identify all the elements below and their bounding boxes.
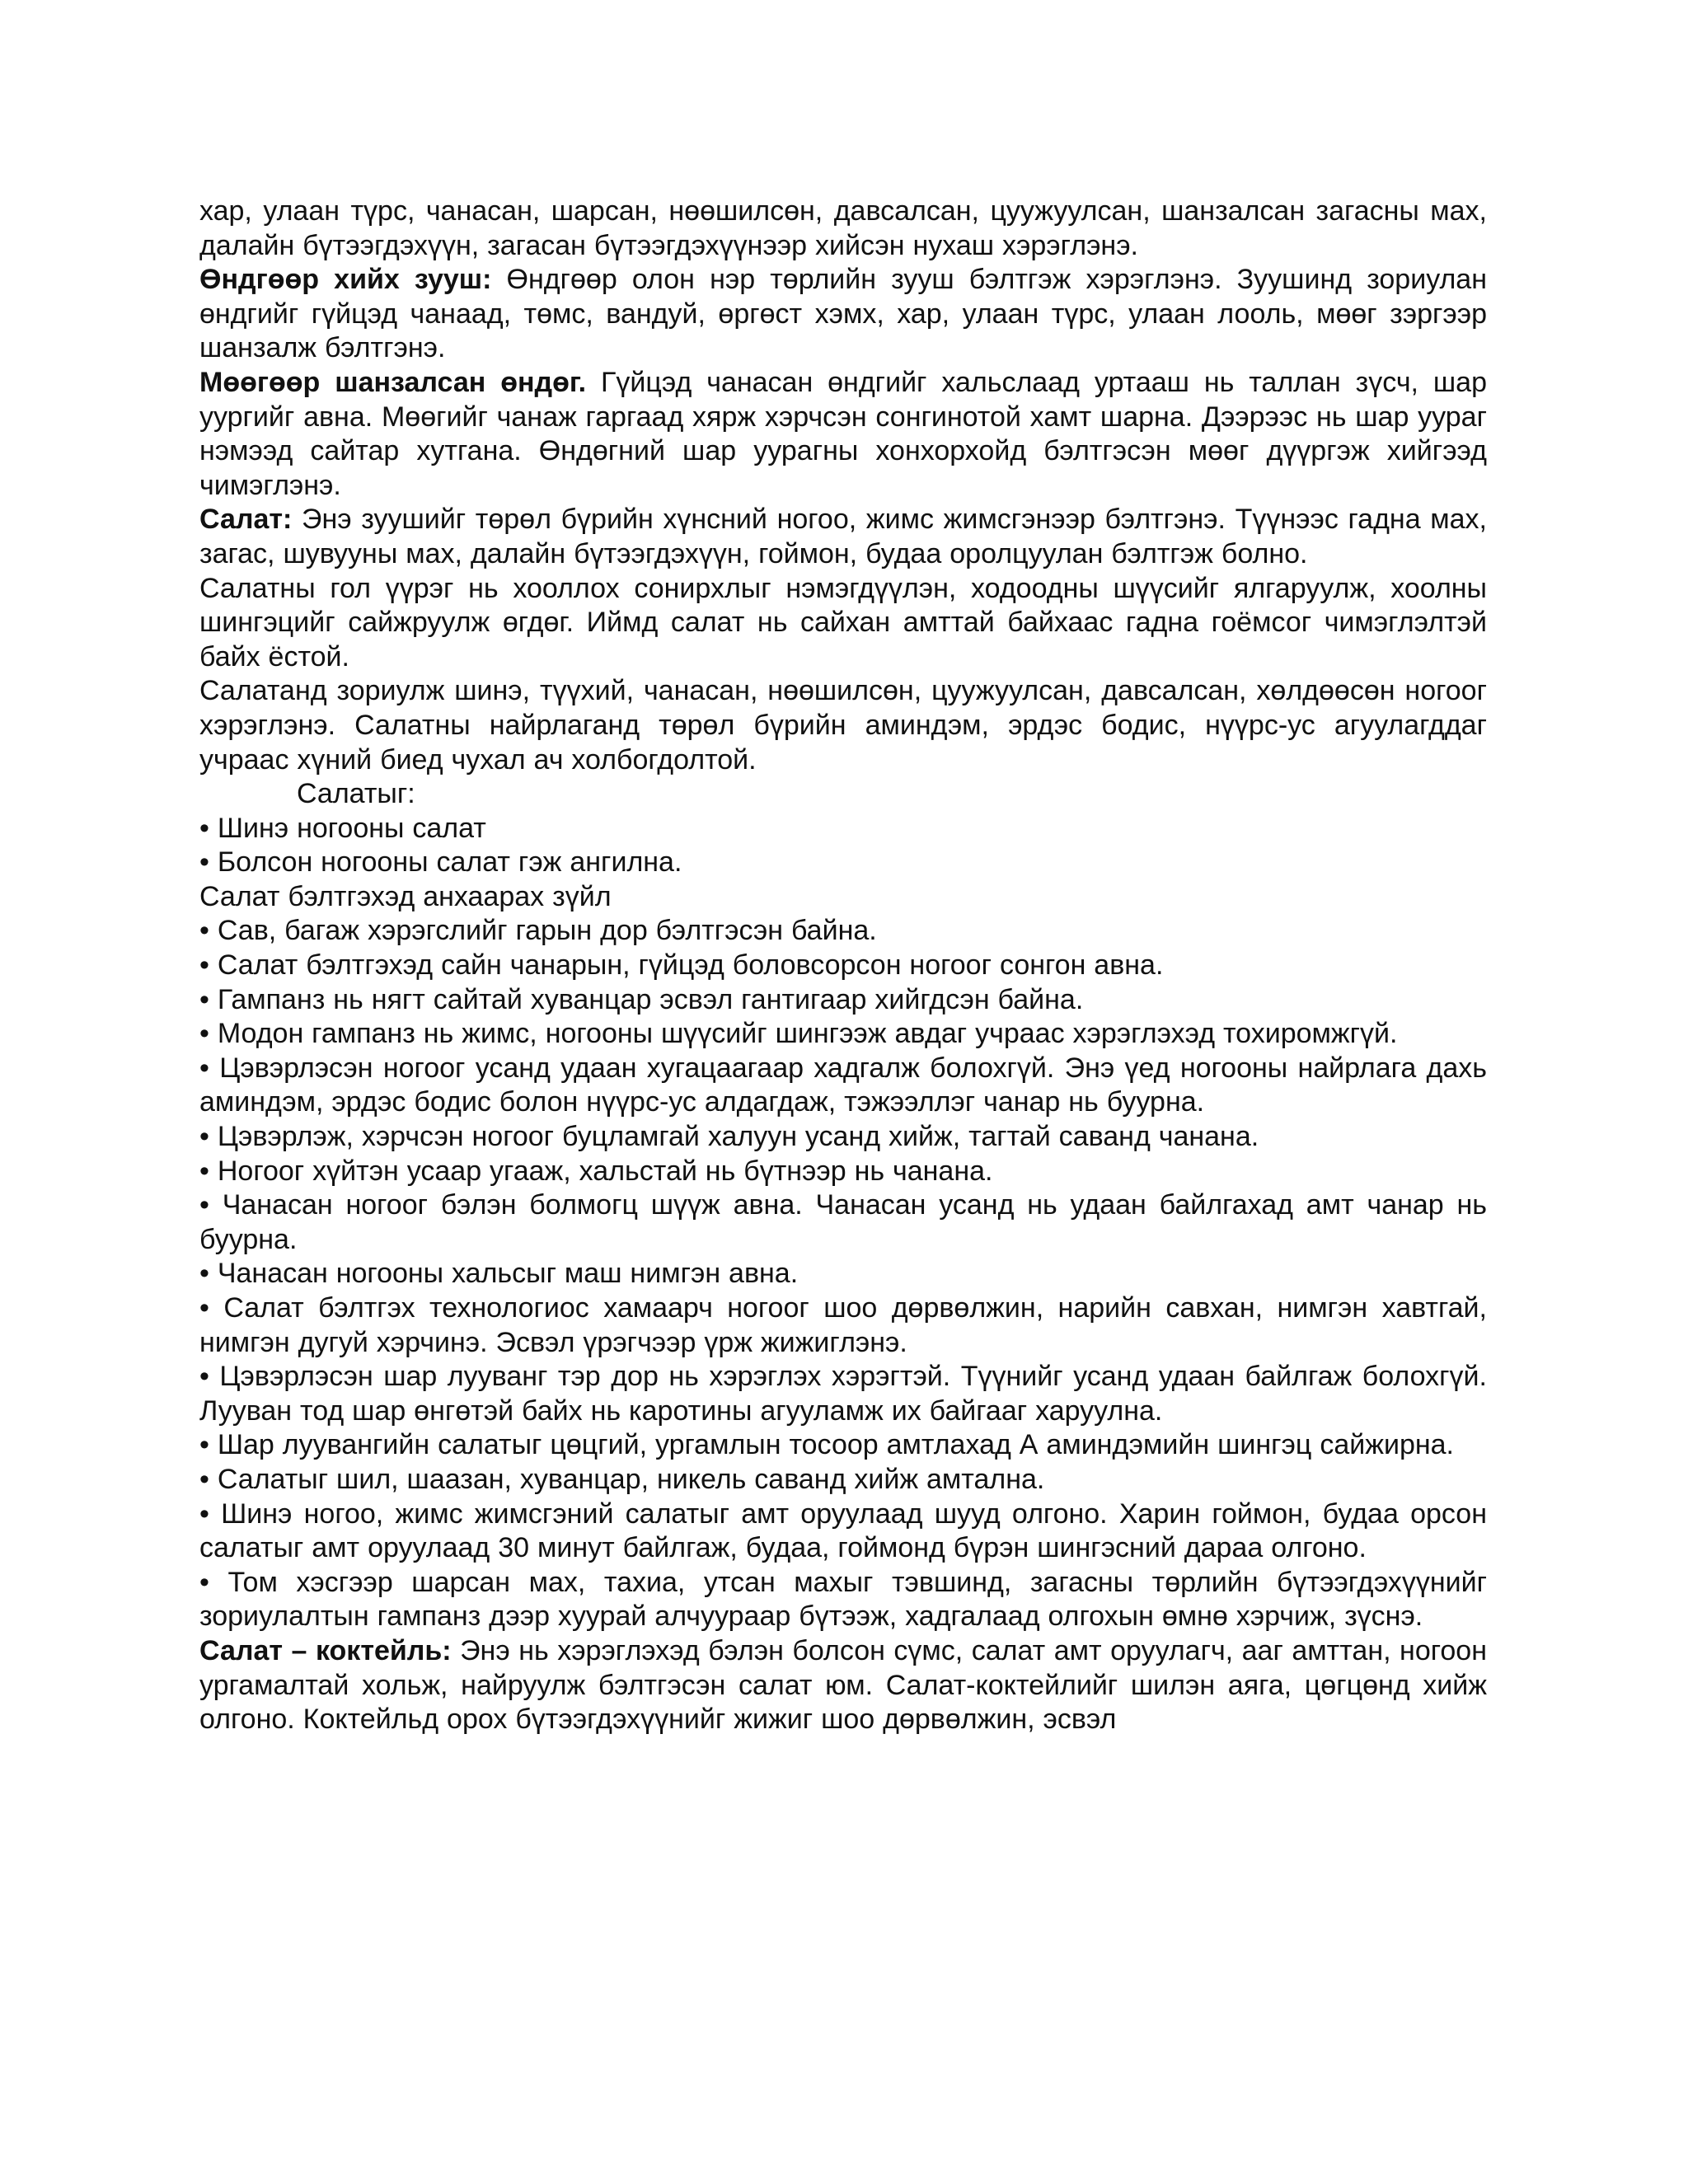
paragraph-text: Өндгөөр олон нэр төрлийн зууш бэлтгэж хэрэглэнэ. Зуушинд зориулан өндгийг гүйцэд чанаад, төмс, вандуй, өргөст хэмх, хар, улаан түрс, улаан лооль, мөөг зэргээр шанзалж бэлтгэнэ. — [199, 264, 1487, 364]
paragraph-heading: Өндгөөр хийх зууш: — [199, 264, 492, 296]
paragraph-text: Салатны гол үүрэг нь хооллох сонирхлыг нэмэгдүүлэн, ходоодны шүүсийг ялгаруулж, хоолны шингэцийг сайжруулж өгдөг. Иймд салат нь сайхан амттай байхаас гадна гоёмсог чимэглэлтэй байх ёстой. — [199, 572, 1487, 673]
paragraph-heading: Мөөгөөр шанзалсан өндөг. — [199, 366, 587, 398]
list-item — [199, 1257, 1487, 1291]
list-item-text: • Модон гампанз нь жимс, ногооны шүүсийг шингээж авдаг учраас хэрэглэхэд тохиромжгүй. — [199, 1018, 1398, 1050]
list-item-text: • Шинэ ногооны салат — [199, 812, 486, 844]
list-item — [199, 949, 1487, 983]
list-item — [199, 1497, 1487, 1566]
list-item-text: • Салатыг шил, шаазан, хуванцар, никель саванд хийж амтална. — [199, 1463, 1045, 1495]
list-item — [199, 1017, 1487, 1052]
list-item-text: • Цэвэрлэсэн ногоог усанд удаан хугацаагаар хадгалж болохгүй. Энэ үед ногооны найрлага дахь аминдэм, эрдэс бодис болон нүүрс-ус алдагдаж, тэжээллэг чанар нь буурна. — [199, 1052, 1487, 1118]
list-item-text: • Цэвэрлэсэн шар лууванг тэр дор нь хэрэглэх хэрэгтэй. Түүнийг усанд удаан байлгаж болохгүй. Лууван тод шар өнгөтэй байх нь каротины агууламж их байгааг харуулна. — [199, 1361, 1487, 1427]
list-item — [199, 1188, 1487, 1257]
list-item-text: • Шинэ ногоо, жимс жимсгэний салатыг амт оруулаад шууд олгоно. Харин гоймон, будаа орсон салатыг амт оруулаад 30 минут байлгаж, будаа, гоймонд бүрэн шингэсний дараа олгоно. — [199, 1497, 1487, 1564]
document-page — [199, 194, 1487, 1737]
list-item — [199, 1566, 1487, 1634]
paragraph-salad-cocktail — [199, 1634, 1487, 1737]
paragraph-salad-ingredients — [199, 674, 1487, 777]
paragraph-text: Салатыг: — [297, 778, 415, 810]
list-item-text: • Том хэсгээр шарсан мах, тахиа, утсан махыг тэвшинд, загасны төрлийн бүтээгдэхүүнийг зориулалтын гампанз дээр хуурай алчуураар бүтээж, хадгалаад олгохын өмнө хэрчиж, зүснэ. — [199, 1566, 1487, 1633]
paragraph-fish-products — [199, 194, 1487, 263]
paragraph-salad-notes-heading — [199, 880, 1487, 915]
list-item-text: • Болсон ногооны салат гэж ангилна. — [199, 846, 682, 879]
list-item — [199, 1463, 1487, 1497]
list-item — [199, 1428, 1487, 1463]
list-item — [199, 914, 1487, 949]
paragraph-text: Энэ зуушийг төрөл бүрийн хүнсний ногоо, жимс жимсгэнээр бэлтгэнэ. Түүнээс гадна мах, загас, шувууны мах, далайн бүтээгдэхүүн, гоймон, будаа оролцуулан бэлтгэж болно. — [199, 504, 1487, 569]
list-item — [199, 1120, 1487, 1155]
paragraph-text: Гүйцэд чанасан өндгийг хальслаад уртааш нь таллан зүсч, шар уургийг авна. Мөөгийг чанаж гаргаад хярж хэрчсэн сонгинотой хамт шарна. Дээрээс нь шар уураг нэмээд сайтар хутгана. Өндөгний шар уурагны хонхорхойд бэлтгэсэн мөөг дүүргэж хийгээд чимэглэнэ. — [199, 366, 1487, 501]
list-item-text: • Шар луувангийн салатыг цөцгий, ургамлын тосоор амтлахад А аминдэмийн шингэц сайжирна. — [199, 1429, 1455, 1461]
paragraph-salad-role — [199, 572, 1487, 675]
paragraph-text: Энэ нь хэрэглэхэд бэлэн болсон сүмс, салат амт оруулагч, ааг амттан, ногоон ургамалтай хольж, найруулж бэлтгэсэн салат юм. Салат-коктейлийг шилэн аяга, цөгцөнд хийж олгоно. Коктейльд орох бүтээгдэхүүнийг жижиг шоо дөрвөлжин, эсвэл — [199, 1634, 1487, 1736]
list-item — [199, 812, 1487, 846]
paragraph-salad — [199, 503, 1487, 571]
list-item — [199, 1155, 1487, 1189]
paragraph-heading: Салат: — [199, 504, 293, 536]
list-item-text: • Цэвэрлэж, хэрчсэн ногоог буцламгай халуун усанд хийж, тагтай саванд чанана. — [199, 1121, 1259, 1153]
list-item-text: • Ногоог хүйтэн усаар угааж, хальстай нь бүтнээр нь чанана. — [199, 1155, 993, 1187]
paragraph-egg-snack — [199, 263, 1487, 366]
list-item — [199, 1360, 1487, 1428]
list-item-text: • Чанасан ногооны хальсыг маш нимгэн авна. — [199, 1258, 799, 1290]
paragraph-heading: Салат – коктейль: — [199, 1634, 452, 1666]
list-item-text: • Чанасан ногоог бэлэн болмогц шүүж авна. Чанасан усанд нь удаан байлгахад амт чанар нь буурна. — [199, 1189, 1487, 1255]
paragraph-text: Салатанд зориулж шинэ, түүхий, чанасан, нөөшилсөн, цуужуулсан, давсалсан, хөлдөөсөн ногоог хэрэглэнэ. Салатны найрлаганд төрөл бүрийн аминдэм, эрдэс бодис, нүүрс-ус агуулагддаг учраас хүний биед чухал ач холбогдолтой. — [199, 675, 1487, 776]
paragraph-text: Салат бэлтгэхэд анхаарах зүйл — [199, 880, 612, 912]
list-item-text: • Салат бэлтгэх технологиос хамаарч ногоог шоо дөрвөлжин, нарийн савхан, нимгэн хавтгай, нимгэн дугуй хэрчинэ. Эсвэл үрэгчээр үрж жижиглэнэ. — [199, 1292, 1487, 1358]
list-item — [199, 1052, 1487, 1120]
paragraph-mushroom-egg — [199, 366, 1487, 503]
list-item — [199, 983, 1487, 1018]
list-item-text: • Гампанз нь нягт сайтай хуванцар эсвэл гантигаар хийгдсэн байна. — [199, 983, 1084, 1015]
paragraph-text: хар, улаан түрс, чанасан, шарсан, нөөшилсөн, давсалсан, цуужуулсан, шанзалсан загасны мах, далайн бүтээгдэхүүн, загасан бүтээгдэхүүнээр хийсэн нухаш хэрэглэнэ. — [199, 195, 1487, 261]
list-item — [199, 846, 1487, 880]
list-item-text: • Сав, багаж хэрэгслийг гарын дор бэлтгэсэн байна. — [199, 915, 877, 947]
paragraph-salad-types-intro — [199, 777, 1487, 812]
list-item-text: • Салат бэлтгэхэд сайн чанарын, гүйцэд боловсорсон ногоог сонгон авна. — [199, 949, 1164, 982]
list-item — [199, 1291, 1487, 1360]
